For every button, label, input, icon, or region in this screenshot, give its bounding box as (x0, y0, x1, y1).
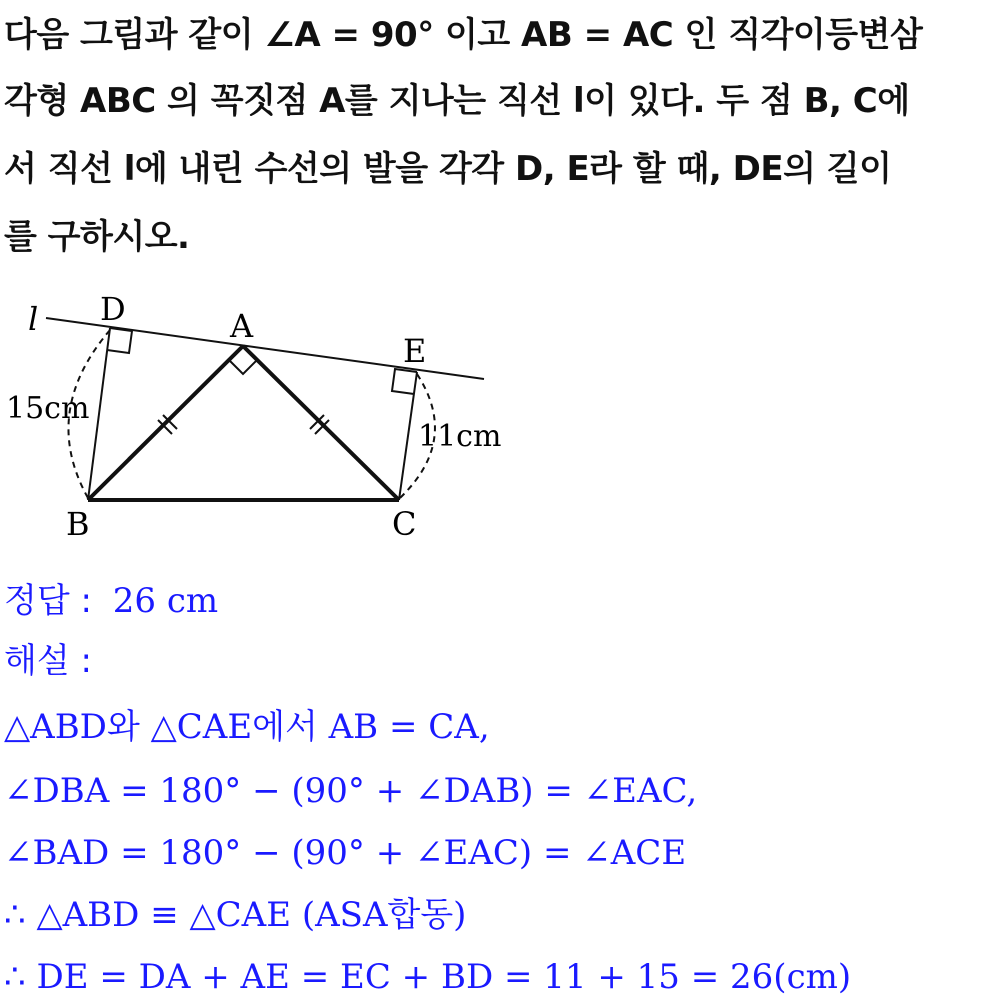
label-B: B (66, 505, 90, 543)
side-AC (243, 346, 399, 500)
solution-step-3: ∠BAD = 180° − (90° + ∠EAC) = ∠ACE (4, 833, 687, 873)
label-C: C (392, 505, 417, 543)
solution-step-1: △ABD와 △CAE에서 AB = CA, (4, 707, 490, 747)
answer-line (4, 581, 219, 621)
solution-step-2: ∠DBA = 180° − (90° + ∠DAB) = ∠EAC, (4, 771, 698, 811)
solution-step-4: ∴ △ABD ≡ △CAE (ASA합동) (4, 895, 467, 935)
side-AB (88, 346, 243, 500)
question-line-3: 서 직선 l에 내린 수선의 발을 각각 D, E라 할 때, DE의 길이 (4, 149, 892, 189)
question-line-1: 다음 그림과 같이 ∠A = 90° 이고 AB = AC 인 직각이등변삼 (4, 15, 923, 55)
answer-label: 정답 : (4, 581, 92, 621)
label-A: A (230, 307, 254, 345)
label-l: l (28, 300, 39, 338)
solution-step-5: ∴ DE = DA + AE = EC + BD = 11 + 15 = 26(cm) (4, 957, 852, 997)
right-angle-D (107, 328, 132, 353)
answer-value: 26 cm (112, 581, 219, 621)
label-E: E (403, 332, 427, 370)
length-CE: 11cm (418, 419, 502, 454)
question-line-2: 각형 ABC 의 꼭짓점 A를 지나는 직선 l이 있다. 두 점 B, C에 (4, 81, 910, 121)
tick-marks-AB (158, 415, 177, 434)
solution-label: 해설 : (4, 641, 92, 681)
length-BD: 15cm (6, 391, 90, 426)
right-angle-E (392, 369, 417, 394)
question-line-4: 를 구하시오. (4, 217, 190, 257)
right-angle-A (229, 360, 257, 374)
label-D: D (100, 290, 126, 328)
tick-marks-AC (310, 415, 329, 434)
segment-BD (88, 328, 110, 500)
